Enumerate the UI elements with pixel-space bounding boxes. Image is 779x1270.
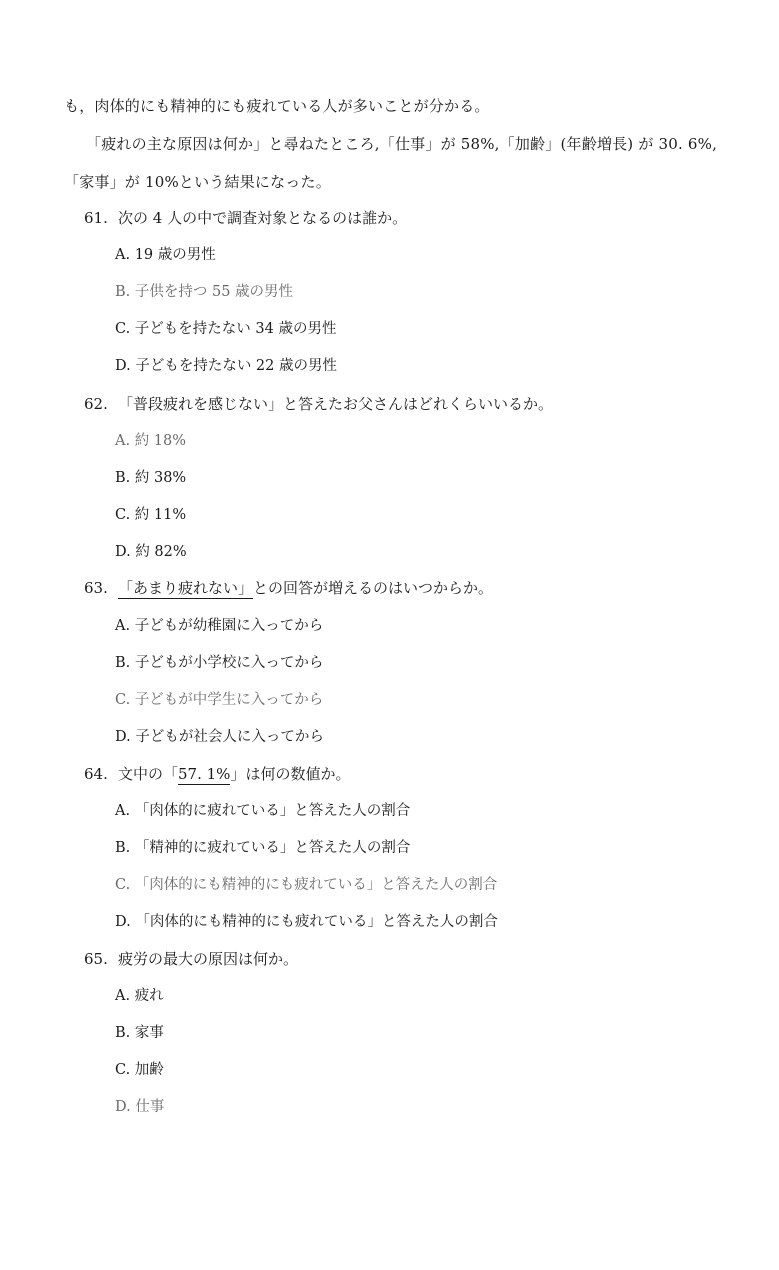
option-65-b: B. 家事: [115, 1025, 164, 1041]
option-62-d: D. 約 82%: [115, 544, 187, 560]
question-number: 64.: [84, 765, 108, 783]
option-65-c: C. 加齢: [115, 1062, 164, 1078]
passage-line-3: 「家事」が 10%という結果になった。: [64, 173, 331, 191]
option-64-a: A. 「肉体的に疲れている」と答えた人の割合: [115, 803, 411, 819]
question-text: 「普段疲れを感じない」と答えたお父さんはどれくらいいるか。: [118, 395, 554, 413]
question-text-after: 」は何の数値か。: [230, 765, 351, 783]
underlined-number: 57. 1%: [178, 765, 231, 783]
option-63-a: A. 子どもが幼稚園に入ってから: [115, 618, 324, 634]
option-64-c: C. 「肉体的にも精神的にも疲れている」と答えた人の割合: [115, 877, 498, 893]
option-63-d: D. 子どもが社会人に入ってから: [115, 729, 324, 745]
question-number: 62.: [84, 395, 108, 413]
question-65: [84, 949, 298, 969]
passage-line-2: 「疲れの主な原因は何か」と尋ねたところ,「仕事」が 58%,「加齢」(年齢増長) が 30. 6%,: [86, 135, 718, 153]
option-61-c: C. 子どもを持たない 34 歳の男性: [115, 321, 337, 337]
question-62: [84, 394, 553, 414]
option-62-b: B. 約 38%: [115, 470, 187, 486]
question-63: [84, 578, 493, 598]
option-62-c: C. 約 11%: [115, 507, 187, 523]
option-64-b: B. 「精神的に疲れている」と答えた人の割合: [115, 840, 411, 856]
option-61-a: A. 19 歳の男性: [115, 247, 216, 263]
question-number: 65.: [84, 950, 108, 968]
question-text: との回答が増えるのはいつからか。: [253, 579, 494, 597]
question-64: [84, 764, 350, 784]
option-62-a: A. 約 18%: [115, 433, 187, 449]
question-number: 63.: [84, 579, 108, 597]
option-63-c: C. 子どもが中学生に入ってから: [115, 692, 324, 708]
question-61: [84, 208, 407, 228]
option-61-b: B. 子供を持つ 55 歳の男性: [115, 284, 294, 300]
question-text: 疲労の最大の原因は何か。: [118, 950, 299, 968]
underlined-phrase: 「あまり疲れない」: [118, 579, 254, 597]
option-63-b: B. 子どもが小学校に入ってから: [115, 655, 324, 671]
option-64-d: D. 「肉体的にも精神的にも疲れている」と答えた人の割合: [115, 914, 498, 930]
passage-line-1: も，肉体的にも精神的にも疲れている人が多いことが分かる。: [64, 97, 490, 115]
option-65-a: A. 疲れ: [115, 988, 164, 1004]
question-text: 次の 4 人の中で調査対象となるのは誰か。: [118, 209, 408, 227]
option-61-d: D. 子どもを持たない 22 歳の男性: [115, 358, 337, 374]
question-text-before: 文中の「: [118, 765, 179, 783]
option-65-d: D. 仕事: [115, 1099, 165, 1115]
question-number: 61.: [84, 209, 108, 227]
